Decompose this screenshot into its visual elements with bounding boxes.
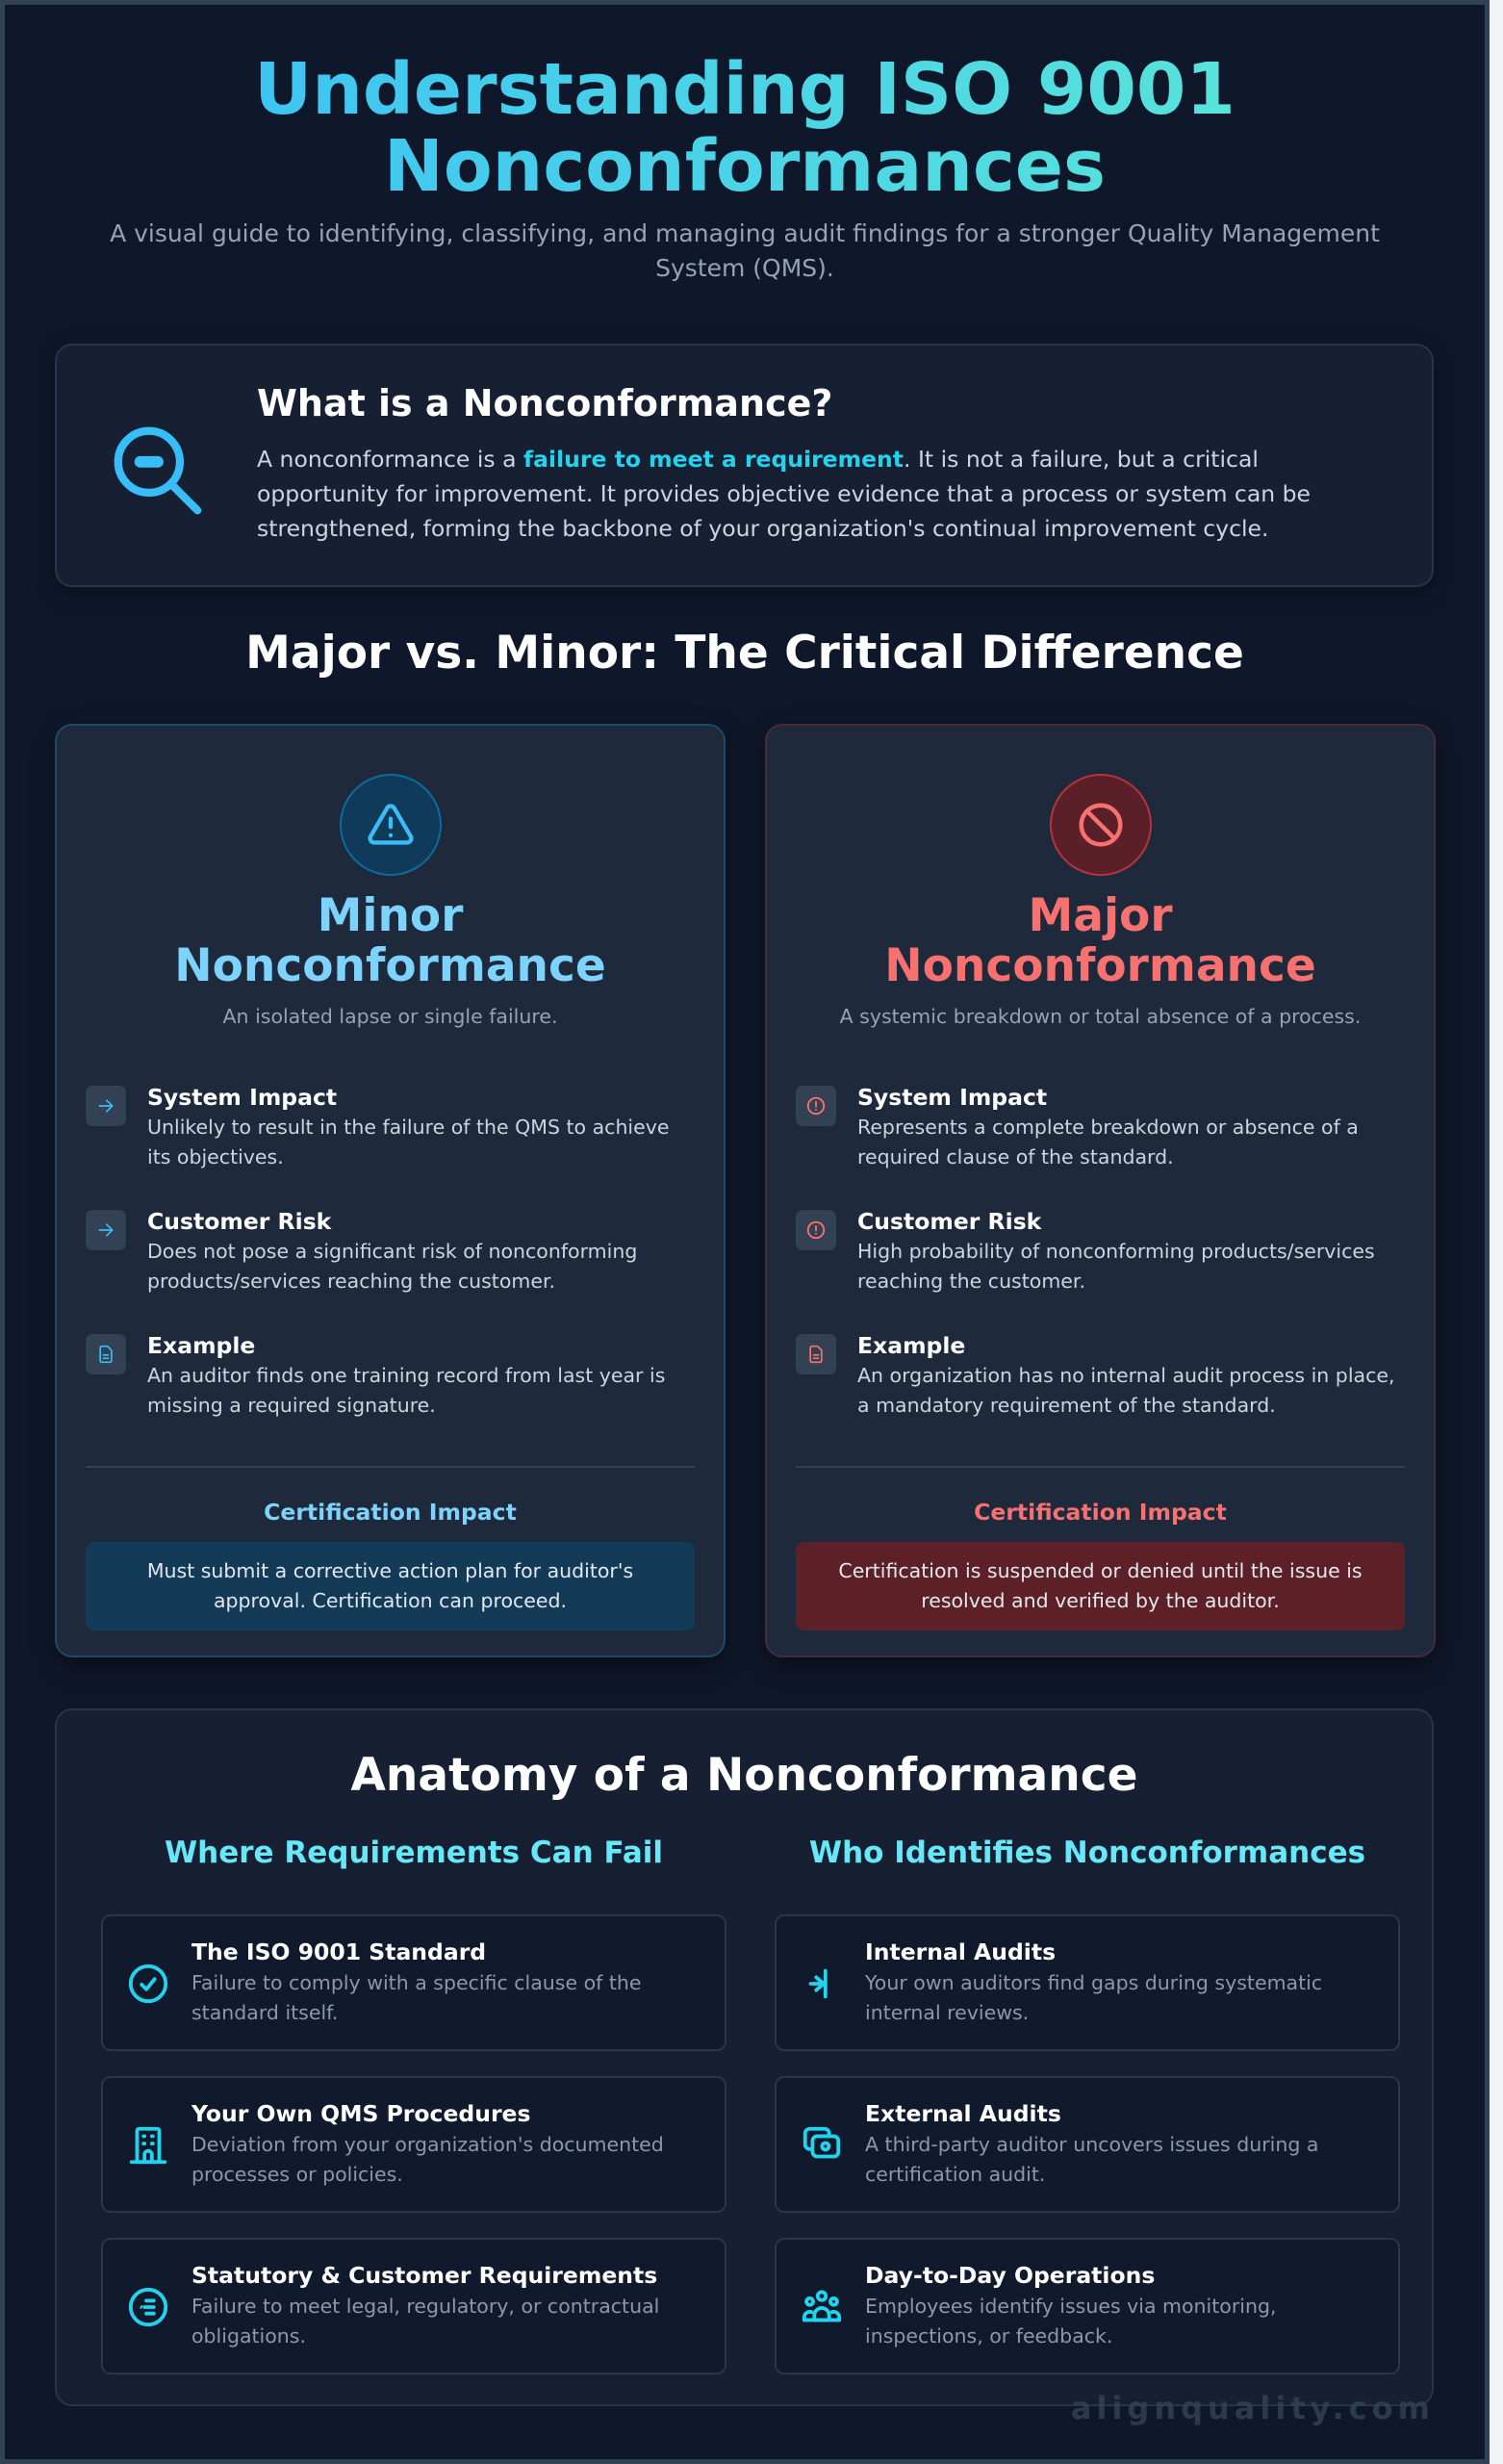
major-item-system-impact [796,1082,1405,1206]
minor-nonconformance-card [55,724,726,1657]
infographic-page [5,5,1485,2459]
minor-title-line1: Minor [317,889,464,942]
page-title [5,48,1485,208]
where-requirements-fail-column [101,1835,726,2400]
minor-title [57,891,724,991]
who-identifies-title: Who Identifies Nonconformances [808,1835,1366,1870]
where-requirements-fail-title: Where Requirements Can Fail [164,1835,663,1870]
anatomy-title: Anatomy of a Nonconformance [350,1749,1138,1802]
minor-items [86,1082,695,1454]
minor-item-system-impact [86,1082,695,1206]
anatomy-item [775,1914,1400,2051]
divider [86,1466,695,1468]
what-is-body-prefix: A nonconformance is a [257,446,523,473]
major-item-desc: An organization has no internal audit process in place, a mandatory requirement of the standard. [857,1364,1395,1417]
arrow-right-icon [86,1210,126,1250]
anatomy-item [101,1914,726,2051]
arrow-to-line-icon [800,1962,844,2006]
major-nonconformance-card [765,724,1436,1657]
what-is-card [55,344,1434,587]
alert-circle-icon [796,1086,836,1126]
id-cards-icon [800,2123,844,2168]
who-identifies-column [775,1835,1400,2400]
anatomy-card [55,1708,1434,2406]
anatomy-item-desc: Employees identify issues via monitoring, inspections, or feedback. [865,2295,1277,2348]
list-circle-icon [126,2285,170,2329]
minor-item-desc: Does not pose a significant risk of nonconforming products/services reaching the customer. [147,1240,638,1293]
anatomy-item-desc: Failure to comply with a specific clause of the standard itself. [191,1971,642,2024]
anatomy-item [101,2076,726,2213]
major-item-title: Customer Risk [857,1208,1042,1235]
anatomy-item [101,2238,726,2374]
anatomy-item-title: The ISO 9001 Standard [191,1938,487,1965]
anatomy-item-desc: Failure to meet legal, regulatory, or contractual obligations. [191,2295,660,2348]
arrow-right-icon [86,1086,126,1126]
anatomy-item-desc: A third-party auditor uncovers issues during a certification audit. [865,2133,1319,2186]
major-items [796,1082,1405,1454]
anatomy-item [775,2076,1400,2213]
divider [796,1466,1405,1468]
building-icon [126,2123,170,2168]
minor-subtitle: An isolated lapse or single failure. [222,1005,558,1028]
major-item-title: System Impact [857,1084,1048,1111]
page-title-line1: Understanding ISO 9001 [254,48,1236,131]
minor-item-desc: An auditor finds one training record from last year is missing a required signature. [147,1364,666,1417]
what-is-title: What is a Nonconformance? [257,382,833,424]
page-subtitle: A visual guide to identifying, classifying, and managing audit findings for a stronger Quality Management System (QMS). [110,219,1380,282]
zoom-out-icon [105,418,211,524]
major-title-line1: Major [1028,889,1173,942]
major-item-desc: High probability of nonconforming products/services reaching the customer. [857,1240,1375,1293]
people-group-icon [800,2285,844,2329]
minor-cert-box: Must submit a corrective action plan for auditor's approval. Certification can proceed. [86,1542,695,1630]
major-title [767,891,1434,991]
major-item-customer-risk [796,1206,1405,1330]
anatomy-item-title: Day-to-Day Operations [865,2262,1156,2289]
anatomy-item-desc: Deviation from your organization's documented processes or policies. [191,2133,664,2186]
minor-item-desc: Unlikely to result in the failure of the QMS to achieve its objectives. [147,1116,670,1168]
major-cert-title: Certification Impact [974,1499,1227,1526]
anatomy-item-desc: Your own auditors find gaps during systematic internal reviews. [865,1971,1323,2024]
anatomy-item [775,2238,1400,2374]
what-is-body [257,442,1393,546]
minor-item-title: Customer Risk [147,1208,332,1235]
anatomy-item-title: External Audits [865,2100,1061,2127]
page-title-line2: Nonconformances [383,125,1107,208]
check-circle-icon [126,1962,170,2006]
minor-item-title: System Impact [147,1084,338,1111]
major-subtitle: A systemic breakdown or total absence of a process. [839,1005,1362,1028]
what-is-highlight: failure to meet a requirement [522,446,904,473]
major-cert-box: Certification is suspended or denied until the issue is resolved and verified by the auditor. [796,1542,1405,1630]
alert-circle-icon [796,1210,836,1250]
document-icon [796,1334,836,1374]
major-item-desc: Represents a complete breakdown or absence of a required clause of the standard. [857,1116,1359,1168]
minor-item-title: Example [147,1332,256,1359]
warning-triangle-icon [340,774,442,876]
anatomy-item-title: Your Own QMS Procedures [191,2100,531,2127]
minor-item-customer-risk [86,1206,695,1330]
minor-title-line2: Nonconformance [174,939,606,992]
prohibited-icon [1050,774,1152,876]
minor-item-example [86,1330,695,1454]
comparison-title: Major vs. Minor: The Critical Difference [245,627,1244,680]
what-is-body-suffix: . It is not a failure, but a critical opportunity for improvement. It provides objective evidence that a process or system can be strengthened, forming the backbone of your organization's continual improvement cycle. [257,446,1311,542]
major-item-example [796,1330,1405,1454]
anatomy-item-title: Internal Audits [865,1938,1057,1965]
minor-cert-title: Certification Impact [264,1499,517,1526]
major-item-title: Example [857,1332,966,1359]
anatomy-item-title: Statutory & Customer Requirements [191,2262,658,2289]
major-title-line2: Nonconformance [884,939,1316,992]
watermark: alignquality.com [1070,2390,1435,2426]
document-icon [86,1334,126,1374]
